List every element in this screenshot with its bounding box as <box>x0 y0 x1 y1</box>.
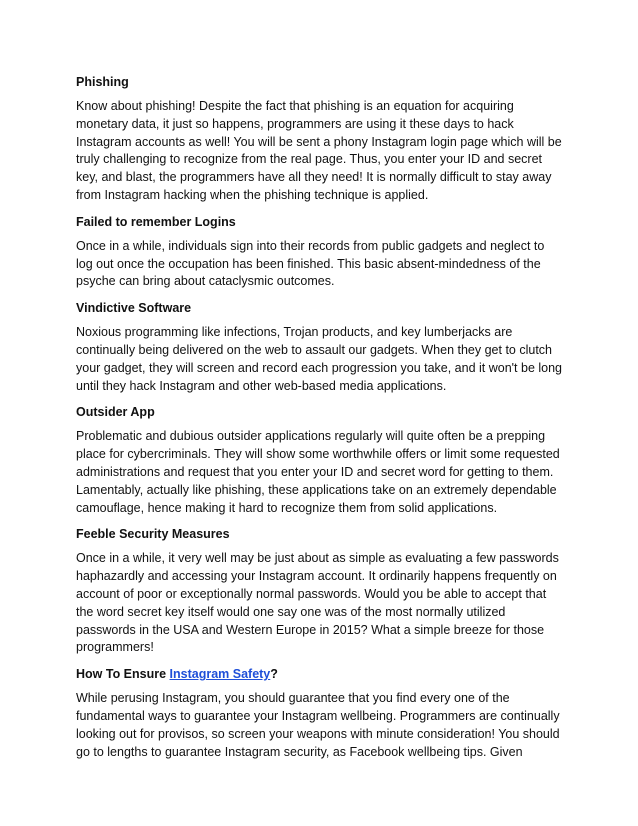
paragraph-line: log out once the occupation has been finished. This basic absent-mindedness of the <box>76 256 541 271</box>
paragraph-line: psyche can bring about cataclysmic outcomes. <box>76 274 335 289</box>
paragraph-line: Once in a while, it very well may be just about as simple as evaluating a few passwords <box>76 551 559 566</box>
section-paragraph-ensure-safety <box>76 690 560 761</box>
document-page <box>76 74 563 770</box>
heading-prefix: How To Ensure <box>76 667 170 682</box>
paragraph-line: go to lengths to guarantee Instagram security, as Facebook wellbeing tips. Given <box>76 744 523 759</box>
paragraph-line: programmers! <box>76 640 154 655</box>
section-heading-ensure-safety <box>76 666 556 682</box>
paragraph-line: administrations and request that you enter your ID and secret word for getting to them. <box>76 464 554 479</box>
paragraph-line: Know about phishing! Despite the fact that phishing is an equation for acquiring <box>76 99 514 113</box>
paragraph-line: Instagram accounts as well! You will be sent a phony Instagram login page which will be <box>76 134 562 149</box>
paragraph-line: camouflage, hence making it hard to recognize them from solid applications. <box>76 500 498 515</box>
paragraph-line: key, and blast, the programmers have all they need! It is normally difficult to stay away <box>76 170 552 185</box>
section-heading-failed-logins: Failed to remember Logins <box>76 214 236 229</box>
paragraph-line: Noxious programming like infections, Trojan products, and key lumberjacks are <box>76 325 513 340</box>
section-paragraph-vindictive-software <box>76 324 563 395</box>
paragraph-line: your gadget, they will screen and record each progression you take, and it won't be long <box>76 360 563 375</box>
section-heading-vindictive-software: Vindictive Software <box>76 301 192 316</box>
section-paragraph-phishing <box>76 98 562 205</box>
paragraph-line: continually being delivered on the web to assault our gadgets. When they get to clutch <box>76 342 552 357</box>
paragraph-line: the word secret key itself would one say one was of the most normally utilized <box>76 604 506 619</box>
paragraph-line: Lamentably, actually like phishing, these applications take on an extremely dependable <box>76 482 557 497</box>
paragraph-line: passwords in the USA and Western Europe in 2015? What a simple breeze for those <box>76 622 545 637</box>
paragraph-line: Problematic and dubious outsider applications regularly will quite often be a prepping <box>76 429 546 444</box>
section-paragraph-failed-logins <box>76 238 556 291</box>
paragraph-line: until they hack Instagram and other web-based media applications. <box>76 378 447 393</box>
paragraph-line: haphazardly and accessing your Instagram account. It ordinarily happens frequently on <box>76 569 557 584</box>
paragraph-line: While perusing Instagram, you should guarantee that you find every one of the <box>76 691 510 706</box>
paragraph-line: truly challenging to recognize from the real page. Thus, you enter your ID and secret <box>76 152 542 167</box>
section-paragraph-feeble-security <box>76 550 559 657</box>
instagram-safety-link[interactable]: Instagram Safety <box>169 667 271 682</box>
section-paragraph-outsider-app <box>76 428 560 517</box>
paragraph-line: place for cybercriminals. They will show some worthwhile offers or limit some requested <box>76 447 560 462</box>
paragraph-line: from Instagram hacking when the phishing technique is applied. <box>76 187 429 202</box>
paragraph-line: account of poor or exceptionally normal passwords. Would you be able to accept that <box>76 586 547 601</box>
paragraph-line: fundamental ways to guarantee your Instagram wellbeing. Programmers are continually <box>76 708 560 723</box>
paragraph-line: Once in a while, individuals sign into their records from public gadgets and neglect to <box>76 238 545 253</box>
paragraph-line: monetary data, it just so happens, programmers are using it these days to hack <box>76 116 514 131</box>
section-heading-feeble-security: Feeble Security Measures <box>76 527 230 542</box>
paragraph-line: looking out for provisos, so screen your weapons with minute consideration! You should <box>76 726 560 741</box>
section-heading-outsider-app: Outsider App <box>76 405 155 420</box>
section-heading-phishing: Phishing <box>76 75 129 89</box>
heading-suffix: ? <box>270 667 278 682</box>
